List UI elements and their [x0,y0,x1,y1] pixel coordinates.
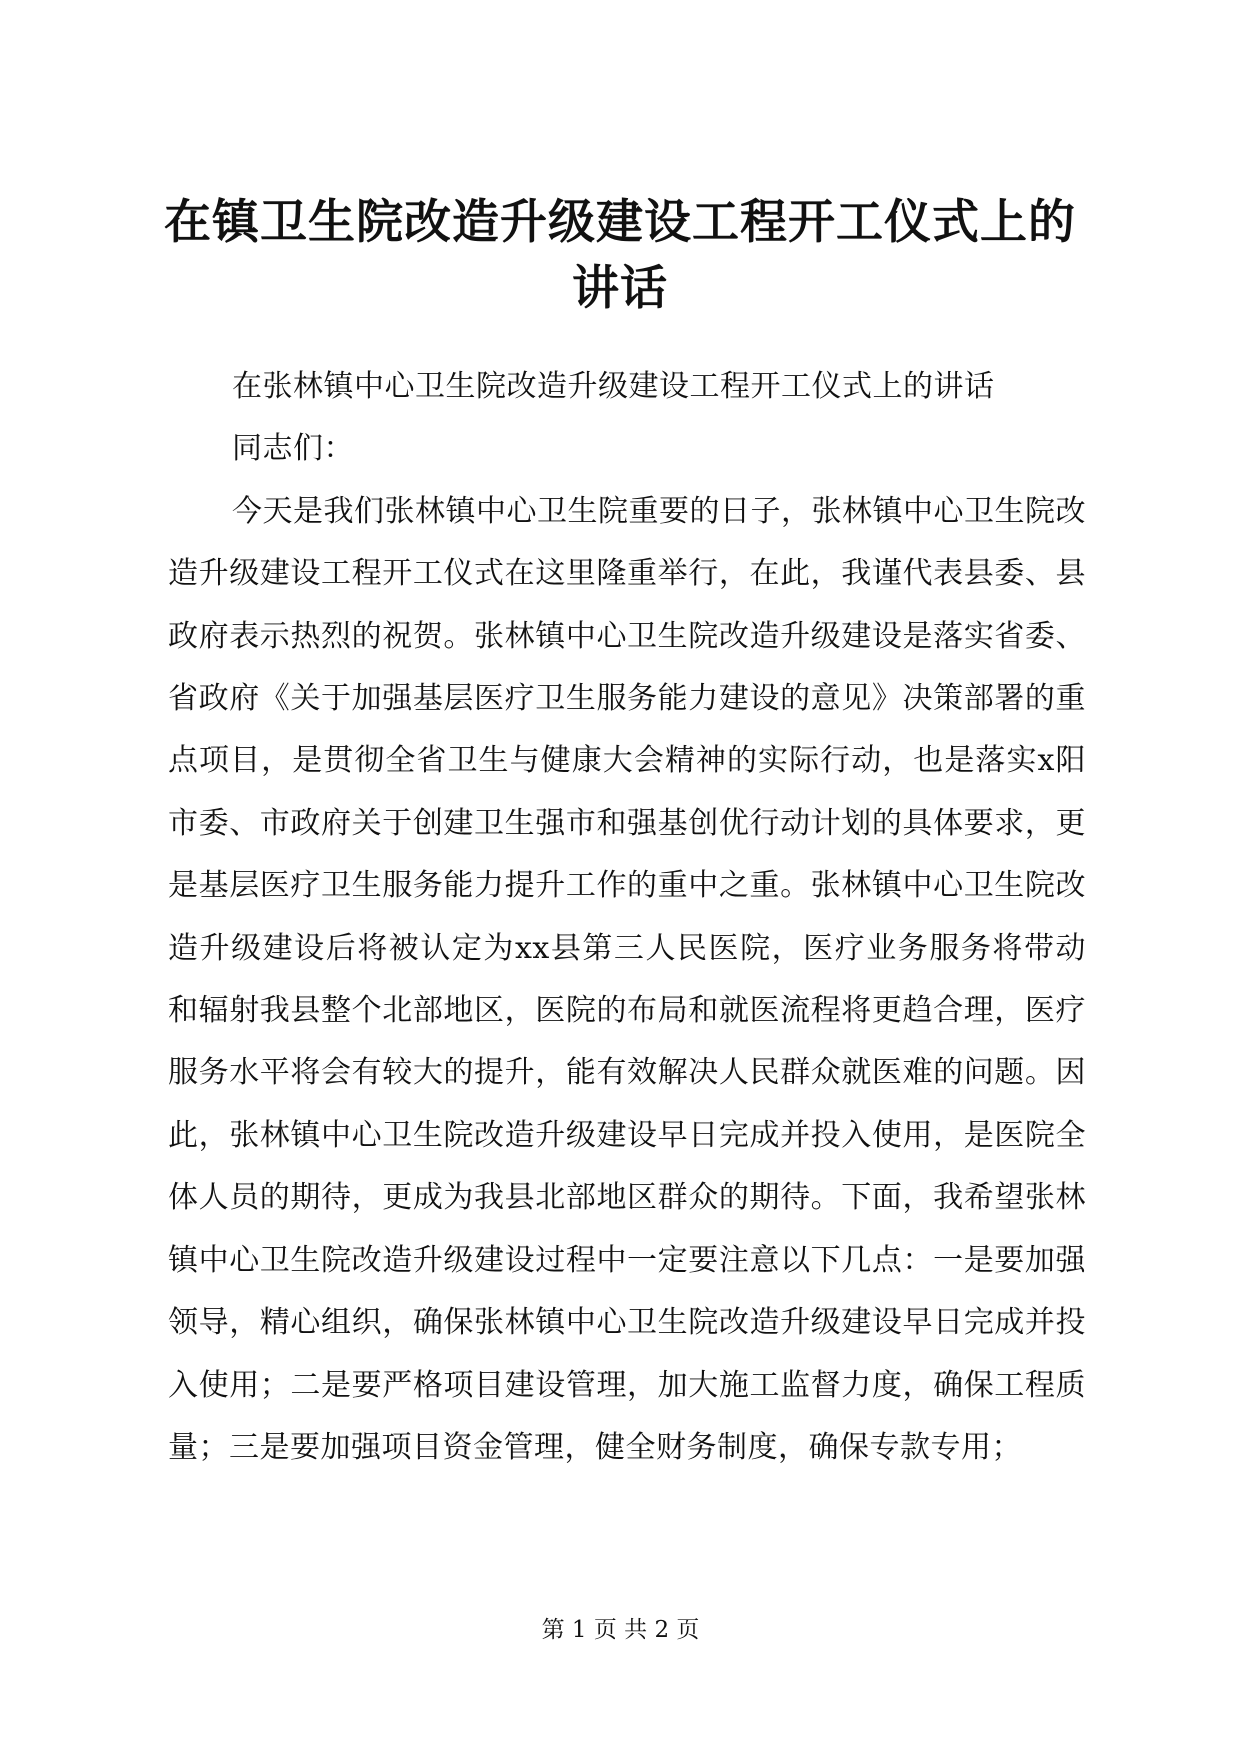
document-title: 在镇卫生院改造升级建设工程开工仪式上的讲话 [164,195,1076,316]
document-body [168,356,1086,1479]
speech-heading-line: 在张林镇中心卫生院改造升级建设工程开工仪式上的讲话 [232,369,995,404]
salutation: 同志们： [232,431,354,467]
body-paragraph: 今天是我们张林镇中心卫生院重要的日子，张林镇中心卫生院改造升级建设工程开工仪式在这里隆重举行，在此，我谨代表县委、县政府表示热烈的祝贺。张林镇中心卫生院改造升级建设是落实省委、省政府《关于加强基层医疗卫生服务能力建设的意见》决策部署的重点项目，是贯彻全省卫生与健康大会精神的实际行动，也是落实x阳市委、市政府关于创建卫生强市和强基创优行动计划的具体要求，更是基层医疗卫生服务能力提升工作的重中之重。张林镇中心卫生院改造升级建设后将被认定为xx县第三人民医院，医疗业务服务将带动和辐射我县整个北部地区，医院的布局和就医流程将更趋合理，医疗服务水平将会有较大的提升，能有效解决人民群众就医难的问题。因此，张林镇中心卫生院改造升级建设早日完成并投入使用，是医院全体人员的期待，更成为我县北部地区群众的期待。下面，我希望张林镇中心卫生院改造升级建设过程中一定要注意以下几点：一是要加强领导，精心组织，确保张林镇中心卫生院改造升级建设早日完成并投入使用；二是要严格项目建设管理，加大施工监督力度，确保工程质量；三是要加强项目资金管理，健全财务制度，确保专款专用； [168,493,1086,1465]
page-footer: 第 1 页 共 2 页 [541,1617,700,1643]
